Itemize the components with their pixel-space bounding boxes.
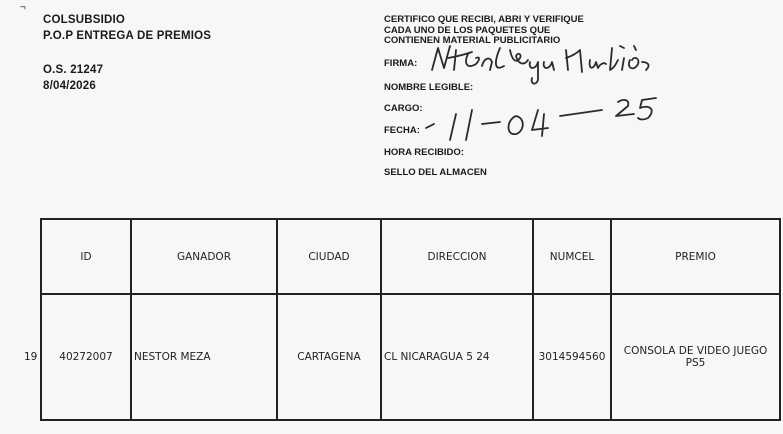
column-header-ciudad: CIUDAD (277, 219, 381, 294)
column-header-numcel: NUMCEL (533, 219, 611, 294)
column-header-id: ID (41, 219, 131, 294)
company-name: COLSUBSIDIO (43, 14, 126, 26)
table-header-row (41, 219, 780, 294)
cell-id: 40272007 (41, 294, 131, 420)
column-header-direccion: DIRECCION (381, 219, 533, 294)
firma-label: FIRMA: (384, 58, 418, 69)
cell-ganador: NESTOR MEZA (131, 294, 277, 420)
handwritten-signature-and-date (420, 40, 750, 150)
row-number: 19 (24, 351, 38, 363)
certificate-line: CONTIENEN MATERIAL PUBLICITARIO (384, 35, 561, 46)
cell-numcel: 3014594560 (533, 294, 611, 420)
document-subtitle: P.O.P ENTREGA DE PREMIOS (43, 30, 212, 42)
cell-direccion: CL NICARAGUA 5 24 (381, 294, 533, 420)
table-row (41, 294, 780, 420)
cargo-label: CARGO: (384, 103, 423, 114)
certificate-line: CADA UNO DE LOS PAQUETES QUE (384, 24, 551, 36)
header-block (43, 12, 211, 94)
hora-recibido-label: HORA RECIBIDO: (384, 147, 464, 158)
fecha-label: FECHA: (384, 125, 420, 136)
document-date: 8/04/2026 (43, 80, 96, 92)
column-header-premio: PREMIO (611, 219, 780, 294)
cell-premio: CONSOLA DE VIDEO JUEGO PS5 (611, 294, 780, 420)
column-header-ganador: GANADOR (131, 219, 277, 294)
service-order: O.S. 21247 (43, 64, 104, 76)
corner-mark: ¬ (20, 2, 26, 13)
sello-almacen-label: SELLO DEL ALMACEN (384, 167, 487, 178)
nombre-legible-label: NOMBRE LEGIBLE: (384, 82, 474, 93)
cell-ciudad: CARTAGENA (277, 294, 381, 420)
prize-table (40, 218, 781, 421)
certificate-line: CERTIFICO QUE RECIBI, ABRI Y VERIFIQUE (384, 14, 584, 25)
